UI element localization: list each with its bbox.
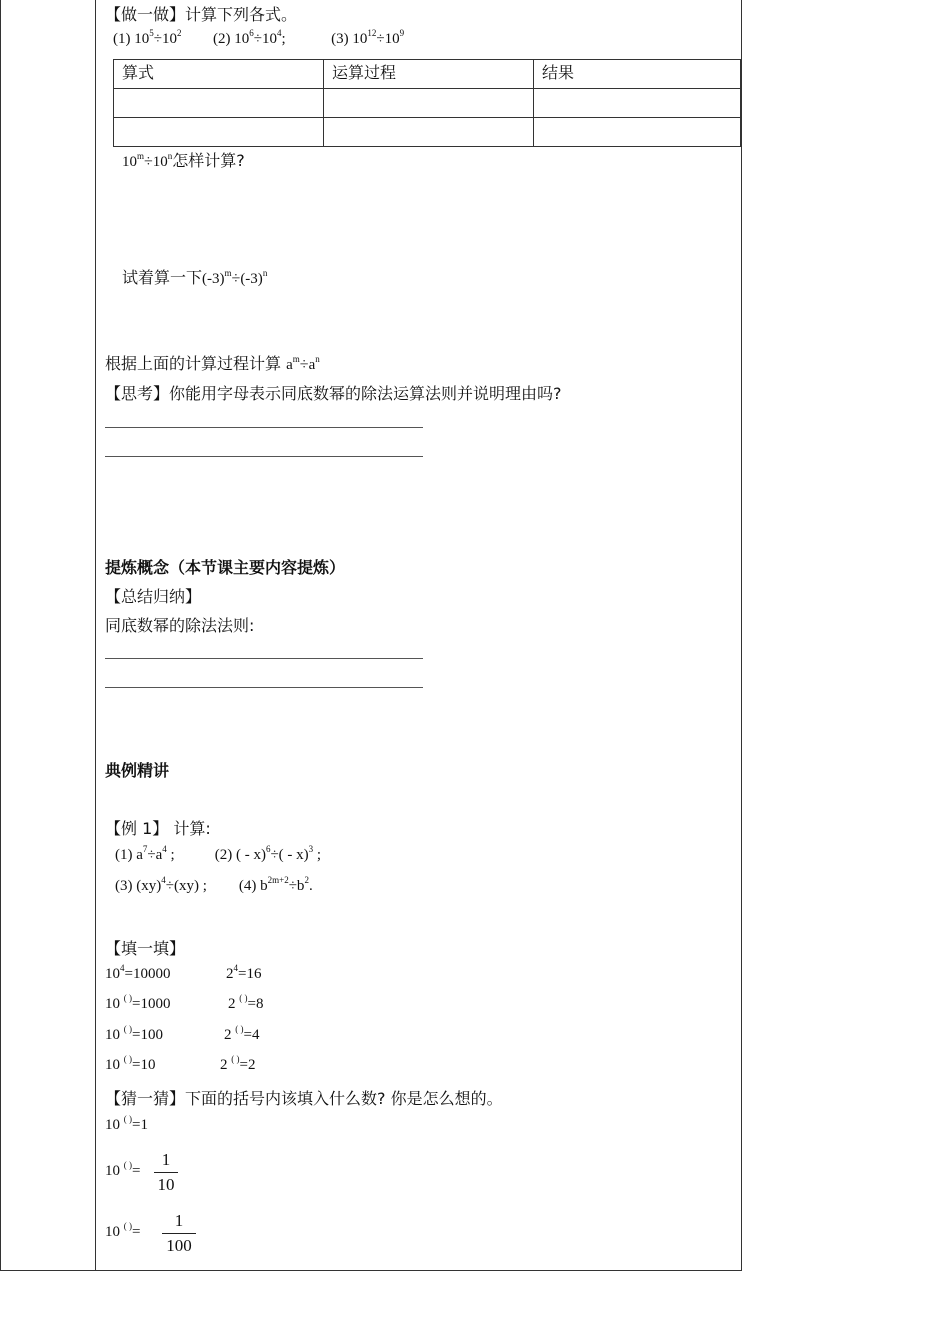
fill-row: 10 ( )=1000 (105, 993, 171, 1012)
left-border (0, 0, 1, 1271)
fraction-numerator: 1 (174, 1211, 184, 1230)
guess-row-2: 10 ( )= (105, 1160, 141, 1179)
calc-table (113, 59, 741, 147)
answer-line[interactable] (105, 658, 423, 659)
right-border (741, 0, 742, 1271)
fraction-one-tenth (154, 1150, 178, 1195)
item-2: (2) $10^6\div 10^4$; (212, 28, 286, 47)
examples-heading: 典例精讲 (105, 761, 170, 780)
fill-row: 10 ( )=100 (105, 1024, 163, 1043)
header-result: 结果 (534, 60, 741, 89)
header-process: 运算过程 (324, 60, 534, 89)
example-1-title: 【例 1】 计算: (105, 819, 211, 838)
try-it-title: 【做一做】计算下列各式。 (105, 5, 298, 24)
fill-row-right: 2 ( )=8 (228, 993, 264, 1012)
rule-label: 同底数幂的除法法则: (105, 616, 255, 635)
answer-line[interactable] (105, 456, 423, 457)
bottom-border (0, 1270, 742, 1271)
question-2: 试着算一下$(-3)^m\div(-3)^n$ (122, 268, 268, 287)
fraction-one-hundredth (162, 1211, 196, 1256)
table-row (114, 118, 741, 147)
question-1: $10^m\div 10^n$怎样计算? (122, 151, 245, 170)
header-expression: 算式 (114, 60, 324, 89)
answer-line[interactable] (105, 687, 423, 688)
summary-label: 【总结归纳】 (105, 587, 202, 606)
guess-title: 【猜一猜】下面的括号内该填入什么数? 你是怎么想的。 (105, 1089, 503, 1108)
fill-row-right: 2 ( )=2 (220, 1054, 256, 1073)
question-3: 根据上面的计算过程计算 $a^m\div a^n$ (105, 354, 320, 373)
item-1: (1) $10^5\div 10^2$ (113, 28, 182, 47)
item-3: (3) $10^{12}\div 10^9$ (331, 28, 405, 47)
table-row (114, 89, 741, 118)
fraction-numerator: 1 (161, 1150, 171, 1169)
guess-row-3: 10 ( )= (105, 1221, 141, 1240)
example-1-line-2: (3) (xy)$^4$÷(xy) ; (4) $b^{2m+2}\div b^2$. (115, 875, 313, 894)
table-cell[interactable] (114, 89, 324, 118)
table-cell[interactable] (534, 118, 741, 147)
refine-heading: 提炼概念（本节课主要内容提炼） (105, 558, 346, 577)
table-cell[interactable] (114, 118, 324, 147)
fill-title: 【填一填】 (105, 939, 186, 958)
table-cell[interactable] (534, 89, 741, 118)
guess-row-1: 10 ( )=1 (105, 1114, 148, 1133)
fill-row: $10^4=10000$ (105, 963, 171, 982)
fill-row-right: 2 ( )=4 (224, 1024, 260, 1043)
column-divider (95, 0, 96, 1271)
fraction-denominator: 100 (166, 1236, 192, 1255)
table-cell[interactable] (324, 118, 534, 147)
think-prompt: 【思考】你能用字母表示同底数幂的除法运算法则并说明理由吗? (105, 384, 562, 403)
fill-row-right: $2^4=16$ (226, 963, 262, 982)
answer-line[interactable] (105, 427, 423, 428)
fraction-denominator: 10 (157, 1175, 175, 1194)
try-it-items (113, 28, 405, 48)
table-cell[interactable] (324, 89, 534, 118)
table-header-row (114, 60, 741, 89)
example-1-line-1: (1) $a^7\div a^4$ ; (2) ( - x)$^6$÷( - x)$^3$ ; (115, 844, 322, 863)
fill-row: 10 ( )=10 (105, 1054, 156, 1073)
